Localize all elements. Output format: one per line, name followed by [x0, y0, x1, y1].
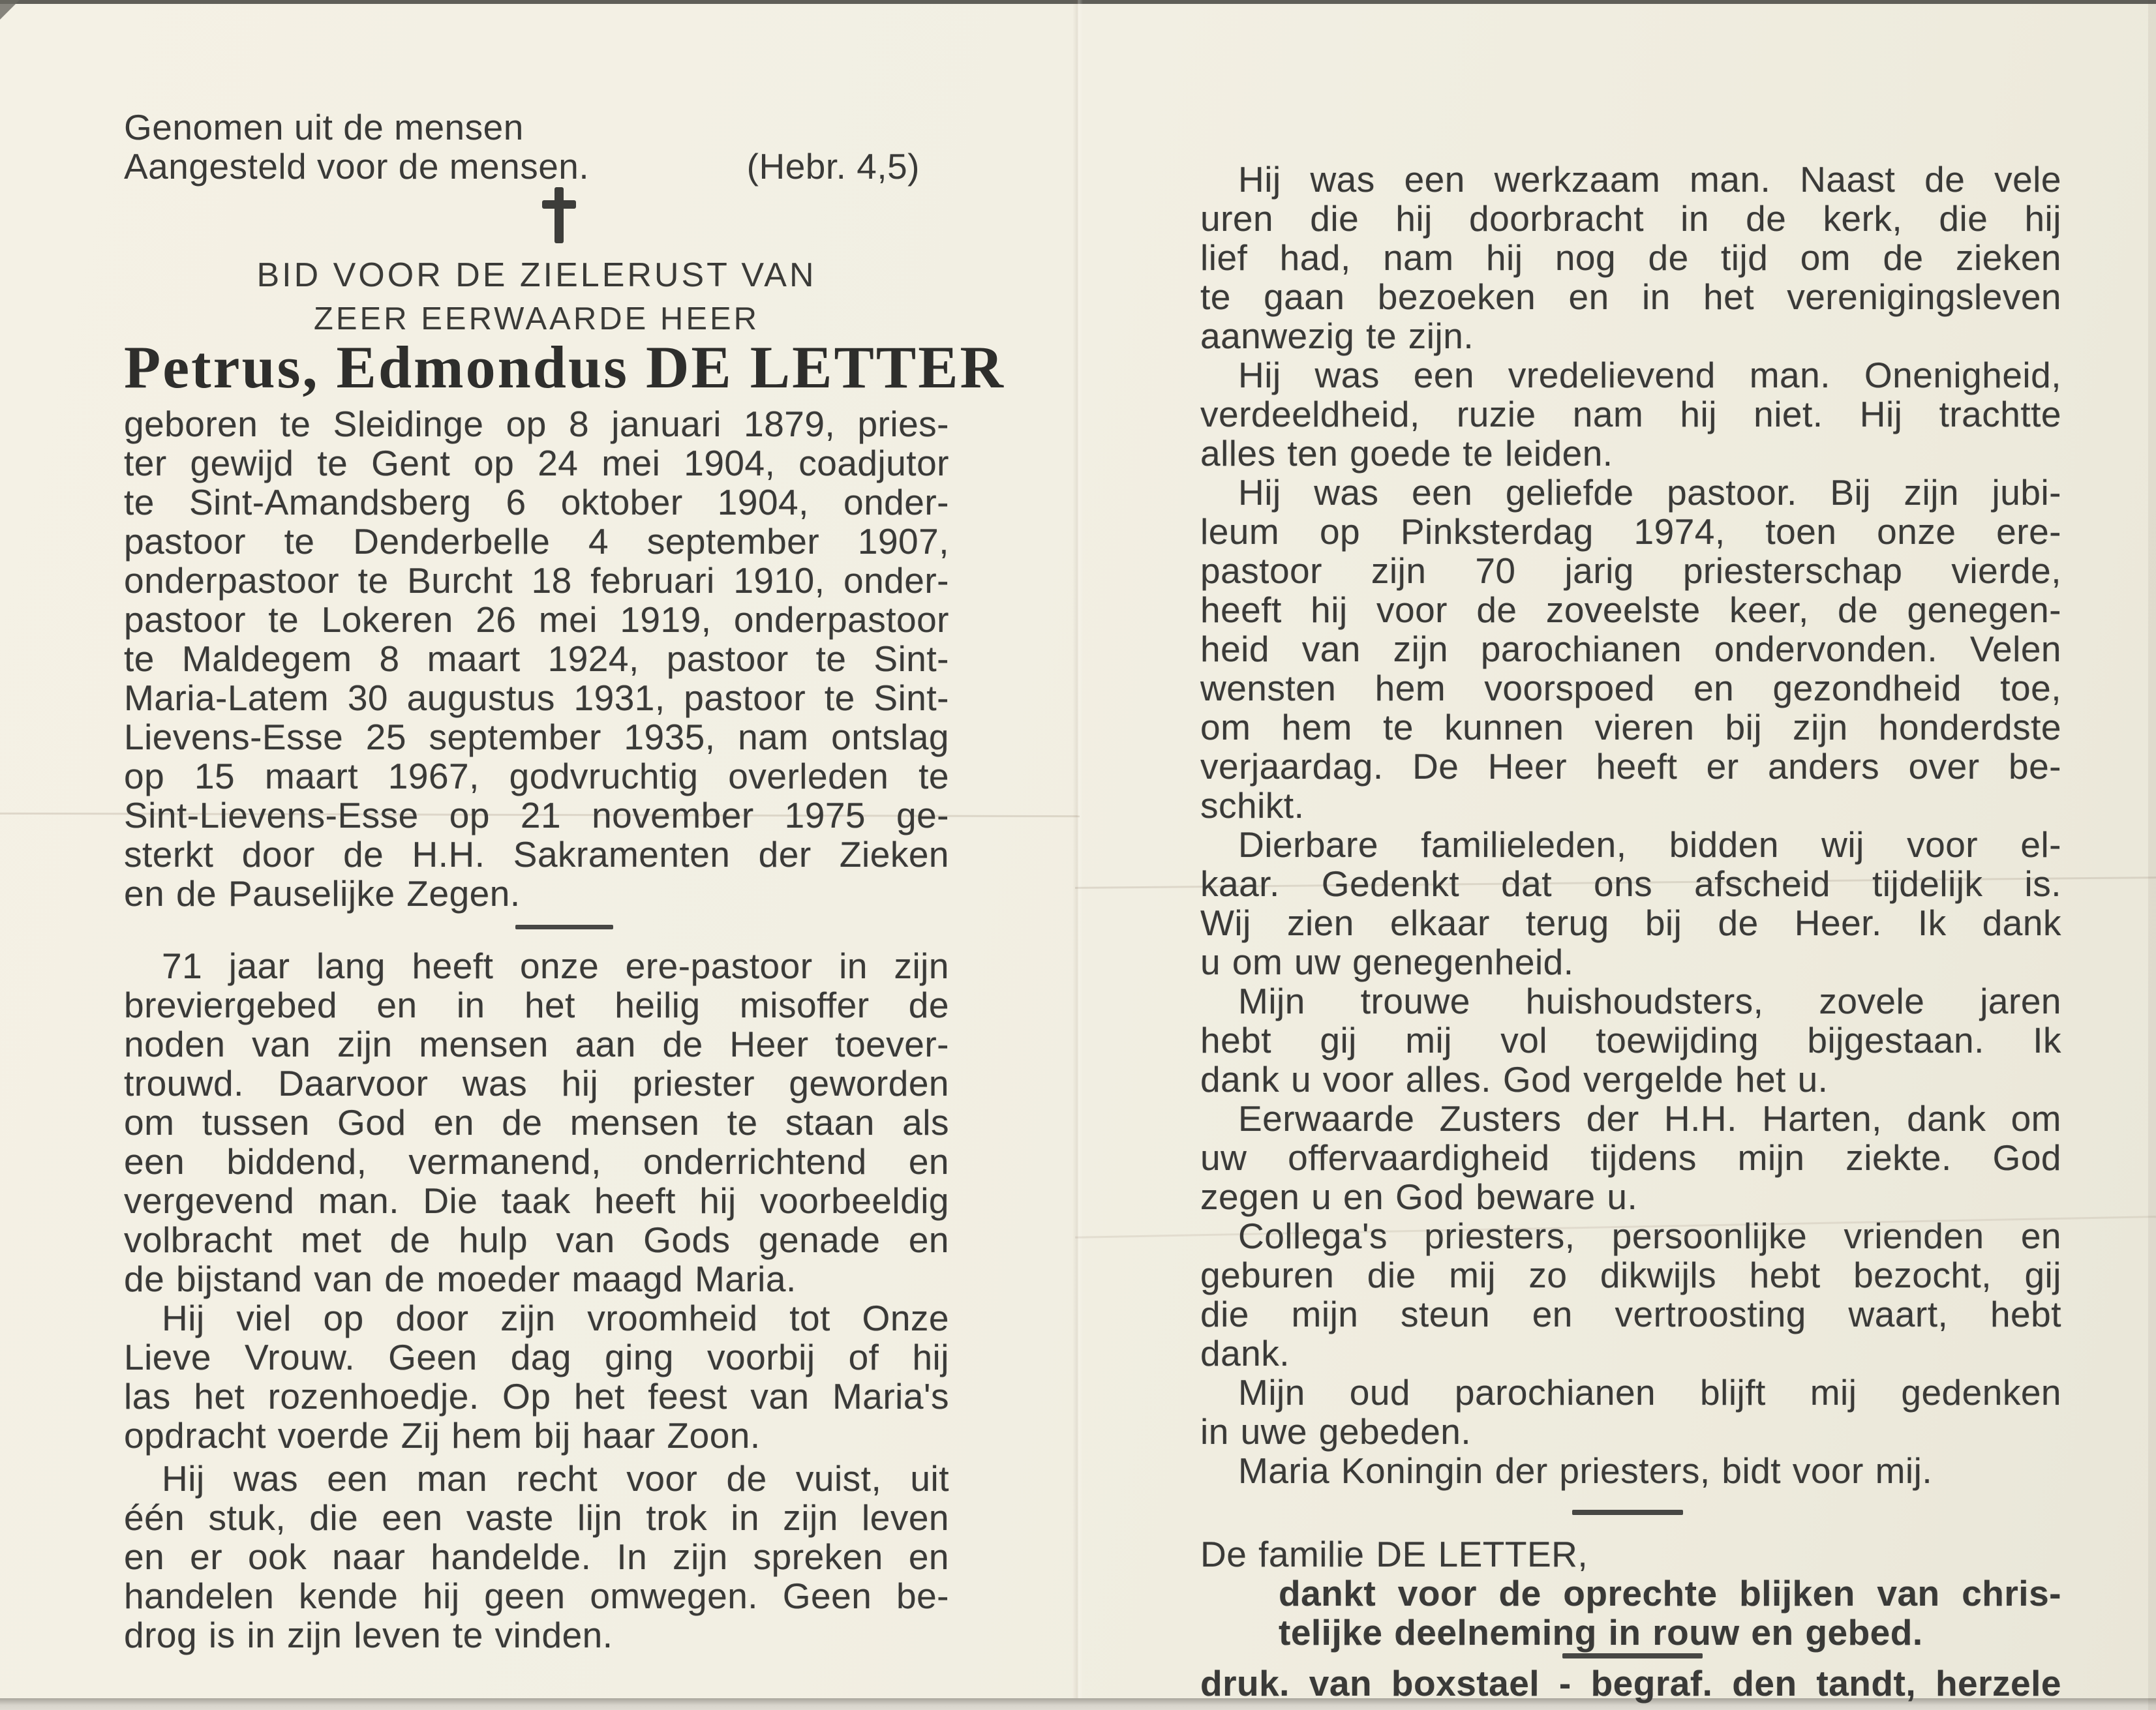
text-line: één stuk, die een vaste lijn trok in zijn leven — [124, 1497, 949, 1538]
text-line: de bijstand van de moeder maagd Maria. — [124, 1259, 797, 1299]
text-line: Maria-Latem 30 augustus 1931, pastoor te Sint- — [124, 678, 949, 718]
text-line: telijke deelneming in rouw en gebed. — [1279, 1612, 1923, 1653]
text-line: Sint-Lievens-Esse op 21 november 1975 ge- — [124, 795, 949, 835]
scripture-text: Genomen uit de mensen — [124, 107, 524, 147]
paragraph — [1200, 982, 2061, 1099]
paragraph — [1200, 1373, 2061, 1451]
text-line: Mijn trouwe huishoudsters, zovele jaren — [1238, 981, 2061, 1021]
cross-row — [124, 186, 949, 246]
deceased-name: Petrus, Edmondus DE LETTER — [124, 334, 1005, 400]
text-line: vergevend man. Die taak heeft hij voorbeeldig — [124, 1180, 949, 1221]
text-line: breviergebed en in het heilig misoffer de — [124, 985, 949, 1025]
paragraph — [1200, 160, 2061, 355]
text-line: schikt. — [1200, 785, 1305, 826]
paragraph — [1200, 473, 2061, 825]
text-line: Hij viel op door zijn vroomheid tot Onze — [162, 1298, 949, 1338]
right-text-blocks — [1200, 160, 2061, 1703]
text-line: De familie DE LETTER, — [1200, 1534, 1588, 1574]
text-line: Hij was een vredelievend man. Onenigheid, — [1238, 355, 2061, 395]
text-line: zegen u en God beware u. — [1200, 1177, 1638, 1217]
paragraph — [1200, 1451, 2061, 1490]
text-line: Dierbare familieleden, bidden wij voor el- — [1238, 824, 2061, 865]
text-line: handelen kende hij geen omwegen. Geen be- — [124, 1576, 949, 1616]
text-line: een biddend, vermanend, onderrichtend en — [124, 1141, 949, 1182]
text-line: Wij zien elkaar terug bij de Heer. Ik dank — [1200, 903, 2061, 943]
paragraph — [124, 946, 949, 1298]
text-line: geboren te Sleidinge op 8 januari 1879, pries- — [124, 404, 949, 444]
text-line: uw offervaardigheid tijdens mijn ziekte. God — [1200, 1137, 2061, 1178]
paragraph — [1200, 825, 2061, 982]
scripture-line-2 — [124, 147, 949, 186]
scripture-text: Aangesteld voor de mensen. — [124, 146, 590, 187]
text-line: en de Pauselijke Zegen. — [124, 873, 521, 914]
text-line: Hij was een man recht voor de vuist, uit — [162, 1458, 949, 1499]
text-line: dankt voor de oprechte blijken van chris- — [1279, 1573, 2061, 1613]
text-line: pastoor te Denderbelle 4 september 1907, — [124, 521, 949, 562]
paragraph — [1200, 1574, 2061, 1652]
scripture-reference: (Hebr. 4,5) — [746, 146, 920, 187]
separator-rule — [1572, 1510, 1683, 1515]
right-column — [1200, 155, 2061, 1703]
text-line: heid van zijn parochianen ondervonden. Velen — [1200, 629, 2061, 669]
prayer-heading: BID VOOR DE ZIELERUST VAN — [256, 256, 817, 294]
text-line: in uwe gebeden. — [1200, 1411, 1472, 1452]
text-line: heeft hij voor de zoveelste keer, de genegen- — [1200, 590, 2061, 630]
text-line: om hem te kunnen vieren bij zijn honderdste — [1200, 707, 2061, 747]
text-line: druk. van boxstael - begraf. den tandt, herzele — [1200, 1663, 2061, 1703]
text-line: Mijn oud parochianen blijft mij gedenken — [1238, 1372, 2061, 1413]
paragraph — [124, 404, 949, 913]
paragraph — [1200, 1099, 2061, 1216]
text-line: kaar. Gedenkt dat ons afscheid tijdelijk is. — [1200, 863, 2061, 904]
separator-rule — [515, 925, 613, 929]
text-line: aanwezig te zijn. — [1200, 316, 1474, 356]
text-line: Eerwaarde Zusters der H.H. Harten, dank om — [1238, 1098, 2061, 1139]
text-line: onderpastoor te Burcht 18 februari 1910, onder- — [124, 560, 949, 601]
text-line: te Sint-Amandsberg 6 oktober 1904, onder- — [124, 482, 949, 522]
paragraph — [1200, 1216, 2061, 1373]
text-line: geburen die mij zo dikwijls hebt bezocht, gij — [1200, 1255, 2061, 1295]
text-line: volbracht met de hulp van Gods genade en — [124, 1220, 949, 1260]
paragraph — [1200, 355, 2061, 473]
scanner-corner — [0, 0, 20, 20]
text-line: Hij was een geliefde pastoor. Bij zijn jubi- — [1238, 472, 2061, 513]
paragraph — [1200, 1664, 2061, 1703]
text-line: Lieve Vrouw. Geen dag ging voorbij of hij — [124, 1337, 949, 1377]
separator-rule — [1562, 1653, 1703, 1658]
text-line: om tussen God en de mensen te staan als — [124, 1102, 949, 1143]
text-line: die mijn steun en vertroosting waart, hebt — [1200, 1294, 2061, 1334]
text-line: uren die hij doorbracht in de kerk, die hij — [1200, 198, 2061, 239]
text-line: pastoor zijn 70 jarig priesterschap vierde, — [1200, 550, 2061, 591]
text-line: en er ook naar handelde. In zijn spreken en — [124, 1537, 949, 1577]
vertical-fold-crease — [1072, 0, 1083, 1710]
text-line: trouwd. Daarvoor was hij priester geworden — [124, 1063, 949, 1103]
paper-right-shadow — [2148, 0, 2156, 1710]
text-line: dank. — [1200, 1333, 1290, 1373]
scripture-line-1 — [124, 108, 949, 147]
text-line: ter gewijd te Gent op 24 mei 1904, coadjutor — [124, 443, 949, 483]
text-line: verjaardag. De Heer heeft er anders over be- — [1200, 746, 2061, 787]
text-line: u om uw genegenheid. — [1200, 942, 1574, 982]
text-line: leum op Pinksterdag 1974, toen onze ere- — [1200, 511, 2061, 552]
text-line: drog is in zijn leven te vinden. — [124, 1615, 613, 1655]
text-line: 71 jaar lang heeft onze ere-pastoor in zijn — [162, 946, 949, 986]
text-line: alles ten goede te leiden. — [1200, 433, 1613, 473]
paragraph — [1200, 1535, 2061, 1574]
text-line: Lievens-Esse 25 september 1935, nam ontslag — [124, 717, 949, 757]
left-text-blocks — [124, 404, 949, 1655]
text-line: te Maldegem 8 maart 1924, pastoor te Sint- — [124, 638, 949, 679]
text-line: verdeeldheid, ruzie nam hij niet. Hij trachtte — [1200, 394, 2061, 434]
left-column — [124, 107, 1005, 1655]
paragraph — [124, 1459, 949, 1655]
text-line: op 15 maart 1967, godvruchtig overleden te — [124, 756, 949, 796]
text-line: Hij was een werkzaam man. Naast de vele — [1238, 159, 2061, 200]
text-line: Collega's priesters, persoonlijke vrienden en — [1238, 1216, 2061, 1256]
honorific-heading: ZEER EERWAARDE HEER — [313, 301, 760, 337]
text-line: sterkt door de H.H. Sakramenten der Zieken — [124, 834, 949, 875]
paragraph — [124, 1298, 949, 1455]
text-line: opdracht voerde Zij hem bij haar Zoon. — [124, 1415, 761, 1456]
text-line: hebt gij mij vol toewijding bijgestaan. Ik — [1200, 1020, 2061, 1060]
text-line: wensten hem voorspoed en gezondheid toe, — [1200, 668, 2061, 708]
text-line: noden van zijn mensen aan de Heer toever- — [124, 1024, 949, 1064]
text-line: Maria Koningin der priesters, bidt voor mij. — [1238, 1450, 1933, 1491]
text-line: lief had, nam hij nog de tijd om de zieken — [1200, 237, 2061, 278]
text-line: pastoor te Lokeren 26 mei 1919, onderpastoor — [124, 599, 949, 640]
text-line: las het rozenhoedje. Op het feest van Maria's — [124, 1376, 949, 1417]
text-line: te gaan bezoeken en in het verenigingsleven — [1200, 277, 2061, 317]
text-line: dank u voor alles. God vergelde het u. — [1200, 1059, 1829, 1100]
